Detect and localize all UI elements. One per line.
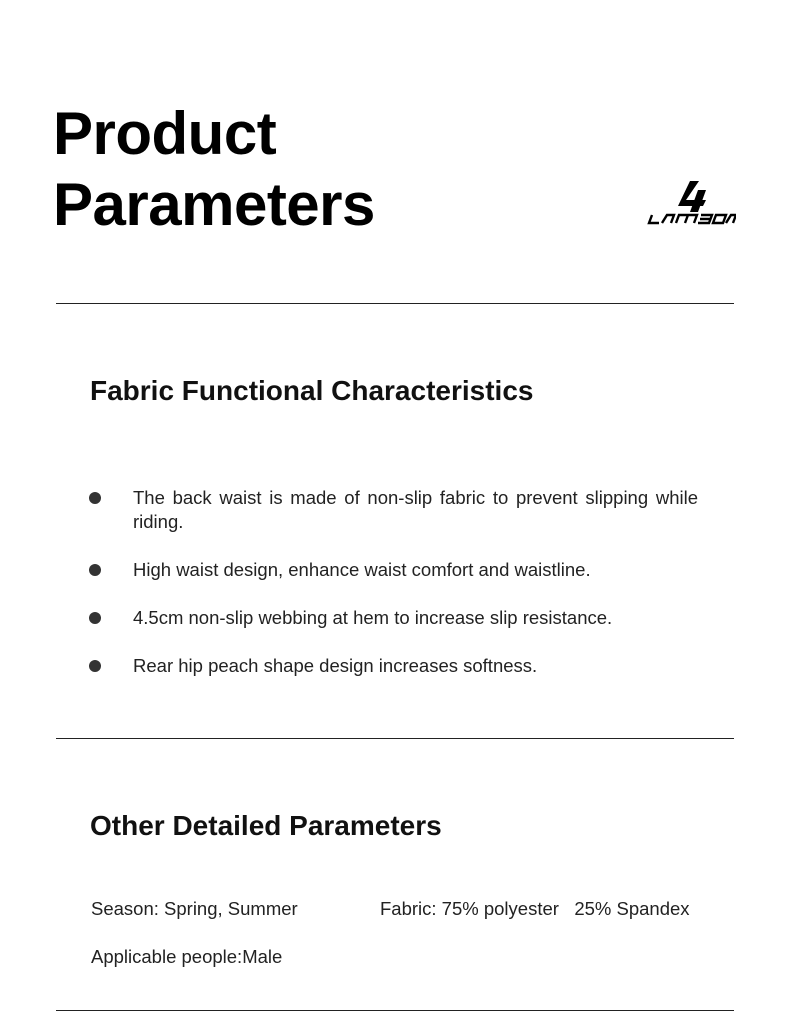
bullet-icon [89, 564, 101, 576]
list-item [88, 558, 698, 582]
applicable-people-param: Applicable people:Male [91, 946, 283, 967]
fabric-param: Fabric: 75% polyester 25% Spandex [380, 898, 690, 919]
list-item-text: High waist design, enhance waist comfort and waistline. [133, 559, 591, 580]
list-item-text: The back waist is made of non-slip fabric to prevent slipping while riding. [133, 487, 698, 532]
season-param: Season: Spring, Summer [91, 898, 298, 919]
divider-top [56, 303, 734, 304]
page-title-line-2: Parameters [53, 171, 375, 238]
divider-bottom [56, 1010, 734, 1011]
list-item [88, 486, 698, 534]
bullet-icon [89, 660, 101, 672]
bullet-icon [89, 612, 101, 624]
lambda-wordmark-icon [649, 215, 736, 223]
fabric-characteristics-list [88, 486, 698, 702]
list-item [88, 606, 698, 630]
lambda-logo [646, 178, 736, 226]
page-title-line-1: Product [53, 100, 277, 167]
four-mark-icon [678, 181, 706, 212]
divider-middle [56, 738, 734, 739]
page-title [53, 98, 375, 240]
list-item-text: Rear hip peach shape design increases softness. [133, 655, 538, 676]
bullet-icon [89, 492, 101, 504]
list-item [88, 654, 698, 678]
fabric-section-heading: Fabric Functional Characteristics [90, 375, 534, 406]
list-item-text: 4.5cm non-slip webbing at hem to increase slip resistance. [133, 607, 613, 628]
other-params-heading: Other Detailed Parameters [90, 810, 442, 841]
